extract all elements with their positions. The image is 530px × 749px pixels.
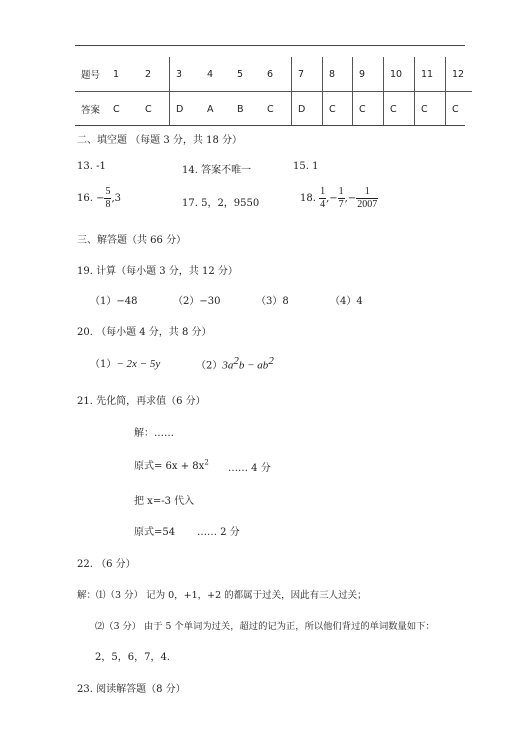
table-row-numbers [75,57,472,92]
answer-table [75,57,472,126]
q23-title: 23. 阅读解答题（8 分） [77,684,186,695]
section-title: 二、填空题 （每题 3 分，共 18 分） [77,135,242,146]
q19-answer-3: （3）8 [256,296,289,307]
table-cell-number: 12 [446,57,473,92]
exponent: 2 [204,458,209,467]
answer-label: （2） [196,360,223,372]
q22-line-1: 解：⑴（3 分） 记为 0，+1，+2 的都属于过关，因此有三人过关； [77,590,367,601]
q16-minus: − [96,193,105,204]
table-cell-answer: A [207,103,214,115]
table-cell-answer: C [415,92,446,127]
table-cell-answer: C [145,103,152,115]
table-cell-answer: C [323,92,353,127]
answer-17: 17. 5，2，9550 [182,198,260,209]
table-bottom-rule [75,125,465,126]
answer-expression: − 2x − 5y [116,358,161,370]
q19-answer-4: （4）4 [330,296,363,307]
q20-answer-1 [90,355,160,370]
q21-line-4: 原式=54 [134,527,176,538]
answer-18 [300,186,378,211]
answer-16 [77,186,121,211]
fraction-numerator: 1 [338,186,344,197]
table-cell-answer: C [384,92,415,127]
section-title: 三、解答题（共 66 分） [77,235,187,246]
q21-score-2: …… 2 分 [197,527,240,538]
answer-label: （1） [90,359,117,370]
table-cell-answer: C [353,92,384,127]
table-cell-number: 3 [170,57,202,92]
table-cell-number: 7 [292,57,323,92]
exponent: 2 [233,355,239,367]
table-cell-number: 5 [231,57,261,92]
expression: 原式= 6x + 8x [134,461,205,472]
fraction-denominator: 7 [338,199,344,210]
q20-title: 20. （每小题 4 分，共 8 分） [77,327,212,338]
exponent: 2 [268,355,274,367]
q20-answer-2 [196,355,274,371]
answer-expression: b − ab [238,359,269,372]
answer-13: 13. -1 [77,161,106,172]
q19-answer-1: （1）−48 [90,296,138,307]
q22-line-2: ⑵（3 分） 由于 5 个单词为过关，超过的记为正，所以他们背过的单词数量如下： [95,621,435,632]
fraction-denominator: 8 [105,199,111,210]
q21-title: 21. 先化简，再求值（6 分） [77,396,206,407]
table-cell-answer: D [292,92,323,127]
answer-expression: 3a [222,359,234,372]
table-cell-number: 4 [201,57,231,92]
fraction-numerator: 1 [320,186,326,197]
q16-tail: ,3 [111,193,122,204]
q18-label: 18. [300,193,316,204]
table-cell-number: 11 [415,57,446,92]
fraction-denominator: 2007 [357,199,378,210]
table-cell-number: 8 [323,57,353,92]
table-cell-number: 2 [139,57,170,92]
fraction [356,186,378,211]
table-cell-answer: C [446,92,473,127]
table-cell-answer: B [237,103,244,115]
q21-line-2 [134,457,209,472]
q22-line-3: 2，5，6，7，4. [95,652,170,663]
fraction-denominator: 4 [320,199,326,210]
top-rule [75,45,465,46]
table-cell-answer: C [113,103,120,115]
answer-15: 15. 1 [293,161,319,172]
fraction [338,186,345,211]
table-header-label: 题号 [75,57,107,92]
table-cell-answer: C [267,103,274,115]
fraction-numerator: 5 [105,186,111,197]
table-cell-answer: D [170,92,202,127]
answer-14: 14. 答案不唯一 [182,165,252,176]
q21-score-1: …… 4 分 [228,463,271,474]
separator: ,− [326,193,338,204]
fraction-numerator: 1 [356,186,378,199]
q16-label: 16. [77,193,93,204]
table-cell-number: 6 [261,57,292,92]
table-cell-number: 9 [353,57,384,92]
table-cell-number: 10 [384,57,415,92]
q22-title: 22. （6 分） [77,559,136,570]
q21-line-1: 解：…… [134,428,174,439]
q19-answer-2: （2）−30 [173,296,221,307]
table-row-answers [75,92,472,127]
table-cell-number: 1 [107,57,139,92]
separator: ,− [344,193,357,204]
table-answer-label: 答案 [81,105,101,116]
q21-line-3: 把 x=-3 代入 [134,496,195,507]
q19-title: 19. 计算（每小题 3 分，共 12 分） [77,266,238,277]
